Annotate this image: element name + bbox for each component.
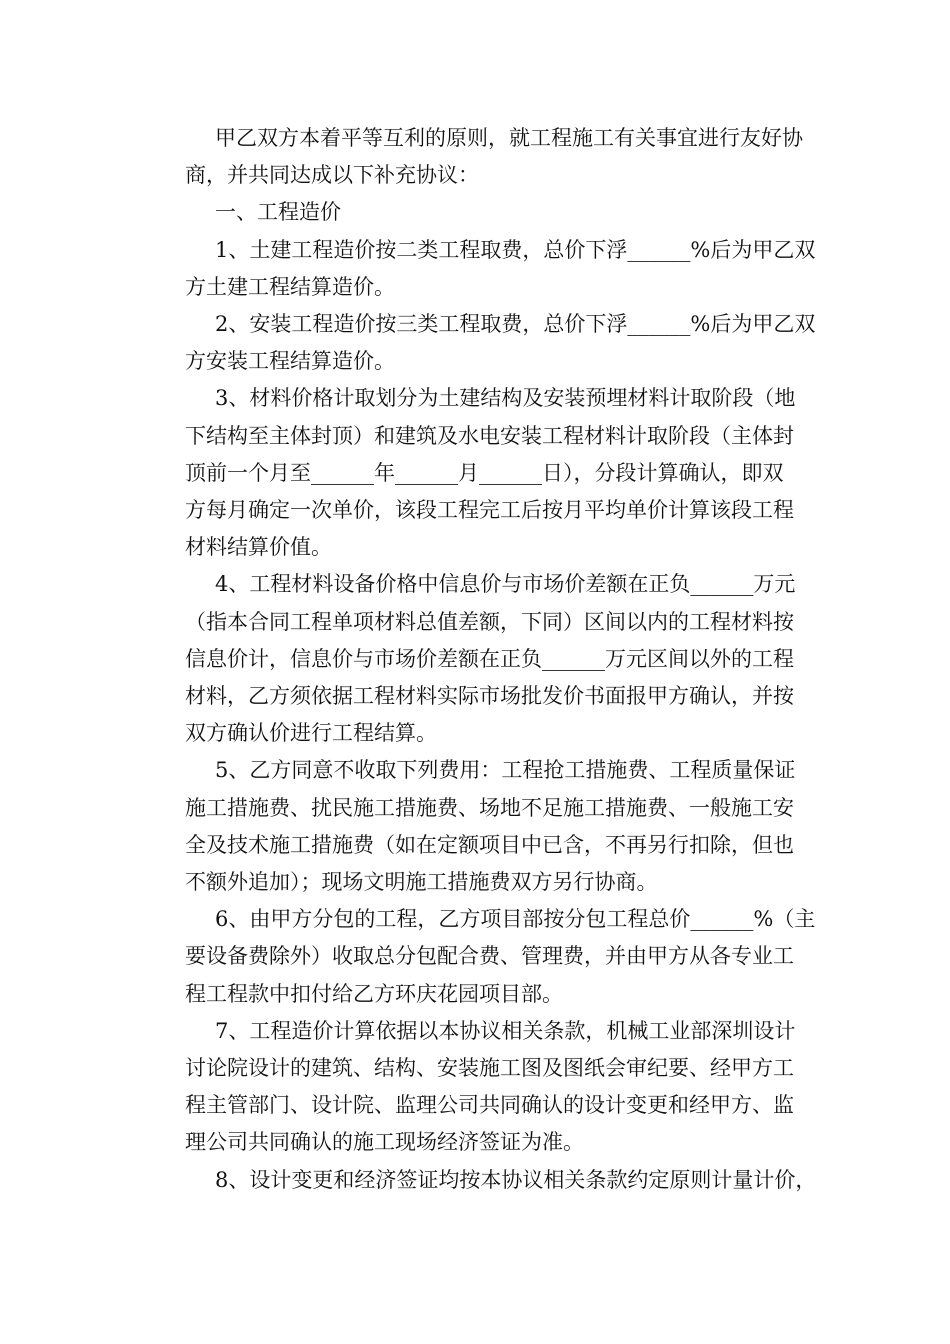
text-line: 商，并共同达成以下补充协议： <box>185 163 479 188</box>
text-line: 一、工程造价 <box>215 200 341 225</box>
text-line: 程工程款中扣付给乙方环庆花园项目部。 <box>185 981 563 1006</box>
text-line: 2、安装工程造价按三类工程取费，总价下浮______%后为甲乙双 <box>215 312 816 337</box>
text-line: 方安装工程结算造价。 <box>185 349 395 374</box>
text-line: 讨论院设计的建筑、结构、安装施工图及图纸会审纪要、经甲方工 <box>185 1056 794 1081</box>
text-line: 下结构至主体封顶）和建筑及水电安装工程材料计取阶段（主体封 <box>185 423 794 448</box>
text-line: 3、材料价格计取划分为土建结构及安装预埋材料计取阶段（地 <box>215 386 796 411</box>
text-line: 不额外追加）；现场文明施工措施费双方另行协商。 <box>185 870 658 895</box>
text-line: 程主管部门、设计院、监理公司共同确认的设计变更和经甲方、监 <box>185 1093 794 1118</box>
text-line: 方每月确定一次单价，该段工程完工后按月平均单价计算该段工程 <box>185 498 794 523</box>
text-line: 6、由甲方分包的工程，乙方项目部按分包工程总价______%（主 <box>215 907 816 932</box>
text-line: 8、设计变更和经济签证均按本协议相关条款约定原则计量计价， <box>215 1167 817 1192</box>
clause-6 <box>143 901 816 1013</box>
text-line: 甲乙双方本着平等互利的原则，就工程施工有关事宜进行友好协 <box>215 126 803 150</box>
document-body <box>143 120 817 1199</box>
text-line: 7、工程造价计算依据以本协议相关条款，机械工业部深圳设计 <box>215 1018 796 1043</box>
text-line: 方土建工程结算造价。 <box>185 274 395 299</box>
text-line: 5、乙方同意不收取下列费用：工程抢工措施费、工程质量保证 <box>215 758 796 783</box>
clause-3 <box>143 380 803 566</box>
clause-8 <box>143 1162 817 1199</box>
text-line: 1、土建工程造价按二类工程取费，总价下浮______%后为甲乙双 <box>215 237 816 262</box>
text-line: 双方确认价进行工程结算。 <box>185 721 437 746</box>
text-line: 全及技术施工措施费（如在定额项目中已含，不再另行扣除，但也 <box>185 832 794 857</box>
paragraph-intro <box>143 120 803 194</box>
text-line: 要设备费除外）收取总分包配合费、管理费，并由甲方从各专业工 <box>185 944 794 969</box>
text-line: 信息价计，信息价与市场价差额在正负______万元区间以外的工程 <box>185 646 794 671</box>
clause-7 <box>143 1013 803 1162</box>
text-line: 顶前一个月至______年______月______日），分段计算确认，即双 <box>185 460 784 485</box>
clause-4 <box>143 566 803 752</box>
text-line: 施工措施费、扰民施工措施费、场地不足施工措施费、一般施工安 <box>185 795 794 820</box>
text-line: 4、工程材料设备价格中信息价与市场价差额在正负______万元 <box>215 572 796 597</box>
text-line: 材料结算价值。 <box>185 535 332 560</box>
clause-2 <box>143 306 816 380</box>
section-heading-cost <box>143 194 803 231</box>
text-line: 理公司共同确认的施工现场经济签证为准。 <box>185 1130 584 1155</box>
text-line: （指本合同工程单项材料总值差额，下同）区间以内的工程材料按 <box>185 609 794 634</box>
clause-5 <box>143 752 803 901</box>
clause-1 <box>143 232 816 306</box>
text-line: 材料，乙方须依据工程材料实际市场批发价书面报甲方确认，并按 <box>185 684 794 709</box>
